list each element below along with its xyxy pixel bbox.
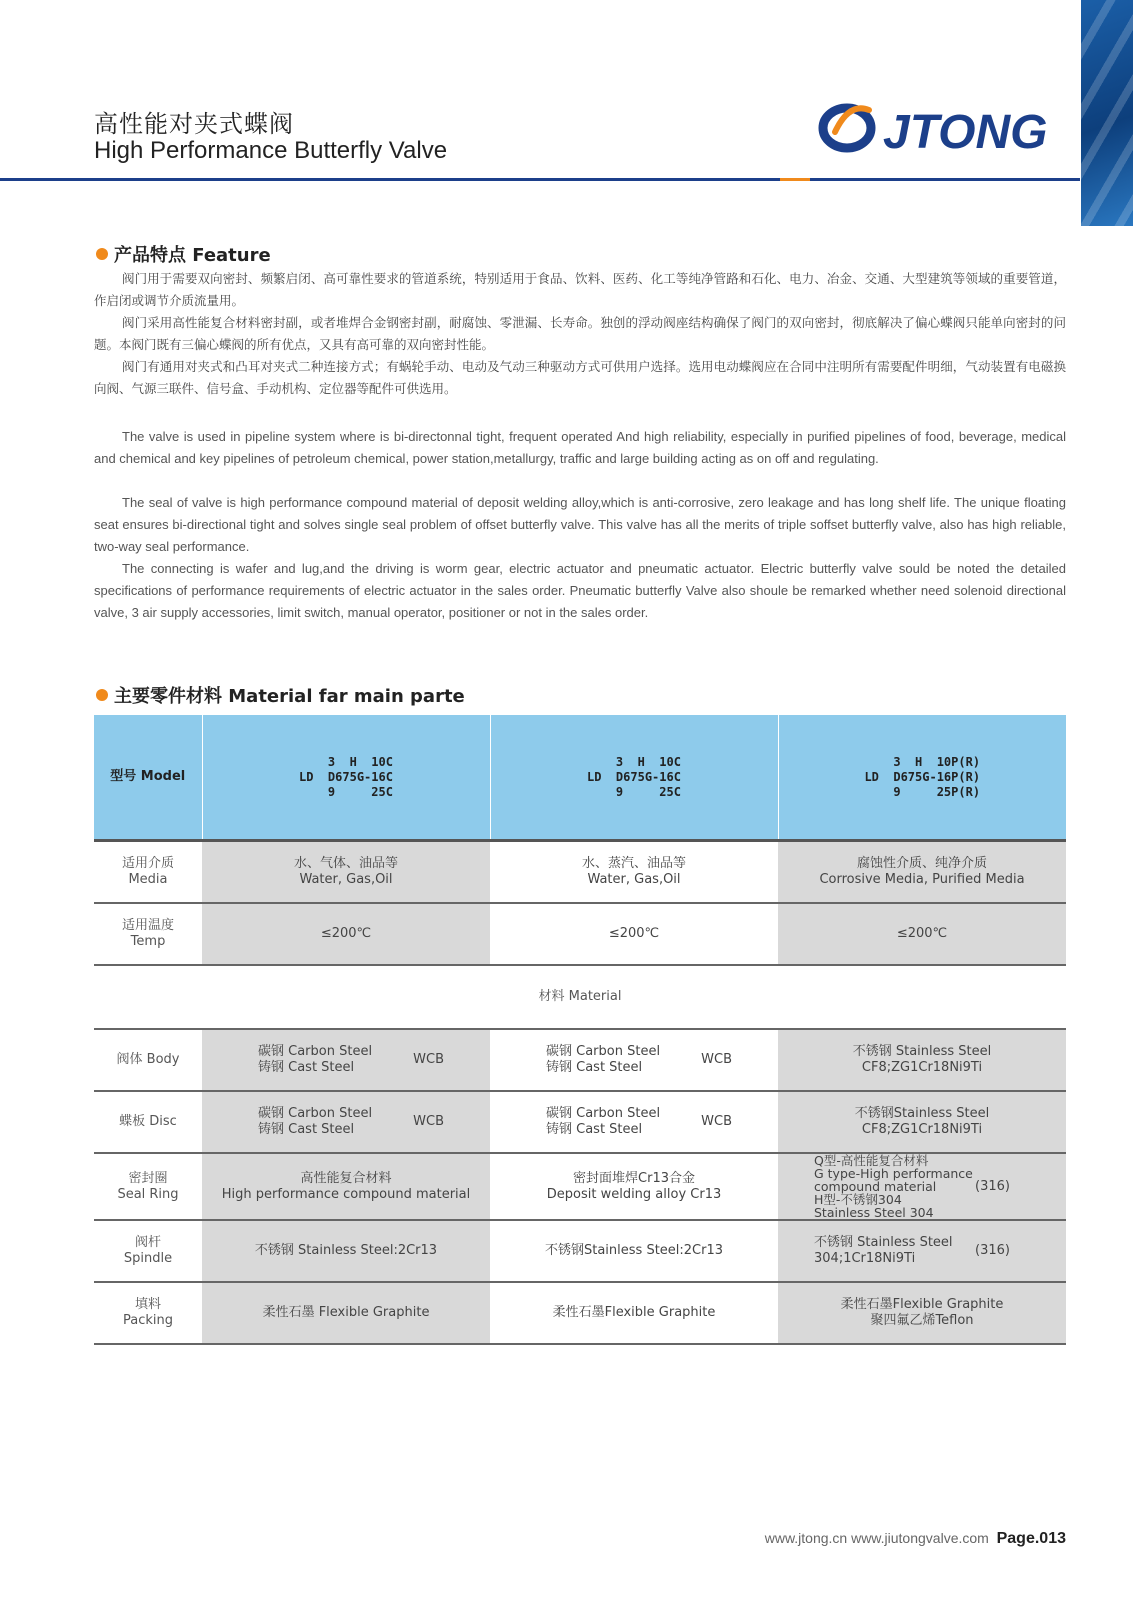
disc-2: 碳钢 Carbon Steel 铸钢 Cast Steel WCB (546, 1106, 732, 1137)
temp-3: ≤200℃ (778, 903, 1066, 965)
body-label: 阀体 Body (94, 1029, 202, 1091)
packing-3: 柔性石墨Flexible Graphite 聚四氟乙烯Teflon (778, 1282, 1066, 1344)
seal-3: Q型-高性能复合材料 G type-High performance compound material H型-不锈钢304 Stainless Steel 304 (316) (814, 1153, 1010, 1220)
logo-text: JTONG (883, 106, 1048, 159)
seal-label: 密封圈 Seal Ring (94, 1153, 202, 1220)
table-row-spindle (94, 1220, 1066, 1282)
feature-heading: 产品特点 Feature (96, 241, 271, 267)
disc-3: 不锈钢Stainless Steel CF8;ZG1Cr18Ni9Ti (778, 1091, 1066, 1153)
table-row-disc (94, 1091, 1066, 1153)
table-row-body (94, 1029, 1066, 1091)
spindle-label: 阀杆 Spindle (94, 1220, 202, 1282)
footer-urls: www.jtong.cn www.jiutongvalve.com (764, 1530, 989, 1546)
logo-mark-icon (823, 108, 871, 148)
material-table (94, 715, 1066, 1345)
spindle-2: 不锈钢Stainless Steel:2Cr13 (490, 1220, 778, 1282)
header-rule (0, 178, 1080, 181)
page-number: Page.013 (996, 1530, 1066, 1547)
page-title-en: High Performance Butterfly Valve (94, 137, 448, 164)
jtong-logo (815, 92, 1065, 164)
table-row-model (94, 715, 1066, 841)
table-row-packing (94, 1282, 1066, 1344)
feature-cn-para-3: 阀门有通用对夹式和凸耳对夹式二种连接方式；有蜗轮手动、电动及气动三种驱动方式可供用户选择。选用电动蝶阀应在合同中注明所有需要配件明细，气动装置有电磁换向阀、气源三联件、信号盒、手动机构、定位器等配件可供选用。 (94, 359, 1066, 396)
packing-1: 柔性石墨 Flexible Graphite (202, 1282, 490, 1344)
spindle-3: 不锈钢 Stainless Steel 304;1Cr18Ni9Ti (316) (814, 1235, 1010, 1266)
table-row-temp (94, 903, 1066, 965)
table-row-material-caption (94, 965, 1066, 1029)
spindle-1: 不锈钢 Stainless Steel:2Cr13 (202, 1220, 490, 1282)
body-3: 不锈钢 Stainless Steel CF8;ZG1Cr18Ni9Ti (778, 1029, 1066, 1091)
corner-decoration (1081, 0, 1133, 226)
feature-en-para-1: The valve is used in pipeline system where is bi-directonnal tight, frequent operated And high reliability, especially in purified pipelines of food, beverage, medical and chemical and key pipelines of petroleum chemical, power station,metallurgy, traffic and large building acting as on off and regulating. (94, 429, 1066, 466)
model-label: 型号 Model (94, 715, 202, 841)
page-footer (765, 1530, 1066, 1548)
packing-label: 填料 Packing (94, 1282, 202, 1344)
feature-en-para-3: The connecting is wafer and lug,and the driving is worm gear, electric actuator and pneumatic actuator. Electric butterfly valve sould be noted the detailed specifications of performance requirements of electric actuator in the sales order. Pneumatic butterfly Valve also shoule be remarked whether need solenoid directional valve, 3 air supply accessories, limit switch, manual operator, positioner or not in the sales order. (94, 561, 1066, 620)
temp-label: 适用温度 Temp (94, 903, 202, 965)
table-row-media (94, 841, 1066, 904)
material-heading: 主要零件材料 Material far main parte (96, 682, 465, 708)
body-2: 碳钢 Carbon Steel 铸钢 Cast Steel WCB (546, 1044, 732, 1075)
model-2: 3 H 10C LD D675G-16C 9 25C (587, 754, 681, 799)
material-caption: 材料 Material (94, 965, 1066, 1029)
model-1: 3 H 10C LD D675G-16C 9 25C (299, 754, 393, 799)
table-row-seal (94, 1153, 1066, 1220)
temp-2: ≤200℃ (490, 903, 778, 965)
feature-cn-para-2: 阀门采用高性能复合材料密封副，或者堆焊合金钢密封副，耐腐蚀、零泄漏、长寿命。独创的浮动阀座结构确保了阀门的双向密封，彻底解决了偏心蝶阀只能单向密封的问题。本阀门既有三偏心蝶阀的所有优点，又具有高可靠的双向密封性能。 (94, 315, 1066, 352)
page-title-cn: 高性能对夹式蝶阀 (94, 110, 294, 138)
media-2: 水、蒸汽、油品等 Water, Gas,Oil (490, 841, 778, 904)
media-label: 适用介质 Media (94, 841, 202, 904)
packing-2: 柔性石墨Flexible Graphite (490, 1282, 778, 1344)
temp-1: ≤200℃ (202, 903, 490, 965)
seal-1: 高性能复合材料 High performance compound material (202, 1153, 490, 1220)
media-1: 水、气体、油品等 Water, Gas,Oil (202, 841, 490, 904)
feature-cn-para-1: 阀门用于需要双向密封、频繁启闭、高可靠性要求的管道系统，特别适用于食品、饮料、医药、化工等纯净管路和石化、电力、冶金、交通、大型建筑等领域的重要管道，作启闭或调节介质流量用。 (94, 271, 1066, 308)
feature-en-para-2: The seal of valve is high performance compound material of deposit welding alloy,which is anti-corrosive, zero leakage and has long shelf life. The unique floating seat ensures bi-directional tight and solves single seal problem of offset butterfly valve. This valve has all the merits of triple soffset butterfly valve, also has high reliable, two-way seal performance. (94, 495, 1066, 554)
seal-2: 密封面堆焊Cr13合金 Deposit welding alloy Cr13 (490, 1153, 778, 1220)
body-1: 碳钢 Carbon Steel 铸钢 Cast Steel WCB (258, 1044, 444, 1075)
disc-label: 蝶板 Disc (94, 1091, 202, 1153)
model-3: 3 H 10P(R) LD D675G-16P(R) 9 25P(R) (864, 754, 981, 799)
media-3: 腐蚀性介质、纯净介质 Corrosive Media, Purified Media (778, 841, 1066, 904)
disc-1: 碳钢 Carbon Steel 铸钢 Cast Steel WCB (258, 1106, 444, 1137)
